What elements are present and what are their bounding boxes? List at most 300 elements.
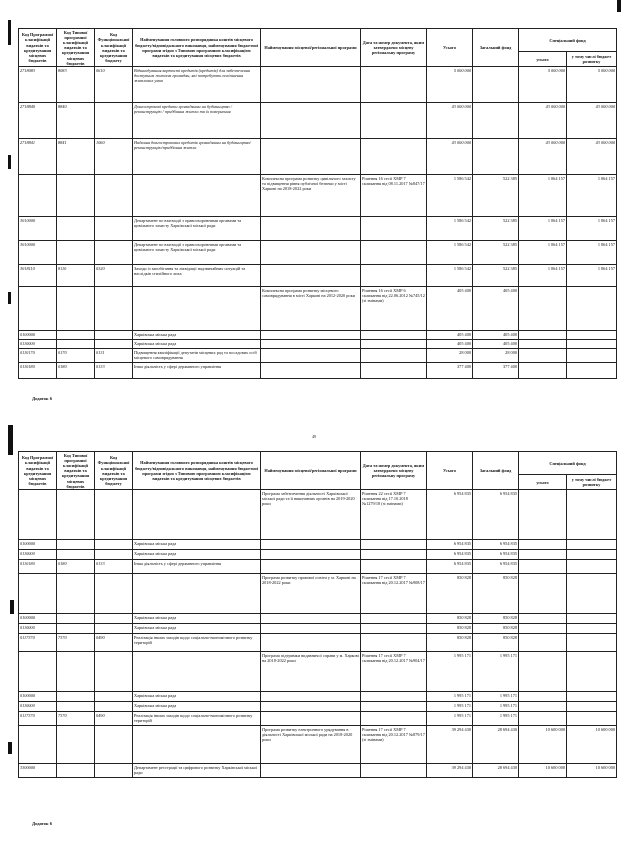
cell-program-name (261, 692, 361, 702)
cell-document-date (361, 692, 427, 702)
appendix-note: Додаток 6 (32, 821, 52, 826)
cell-general-fund: 405 400 (473, 331, 519, 340)
cell-special-total (519, 540, 567, 550)
cell-document-date (361, 217, 427, 241)
cell-document-date: Рішення 17 сесії ХМР 7 скликання від 20.12.2017 №908/17 (361, 574, 427, 614)
cell-manager-name: Підвищення кваліфікації депутатів місцевих рад та посадових осіб місцевого самоврядування (133, 349, 261, 363)
cell-manager-name: Харківська міська рада (133, 550, 261, 560)
cell-total: 850 828 (427, 624, 473, 634)
header-functional-code: Код Функціональної класифікації видатків та кредитування бюджету (95, 29, 133, 67)
header-general-fund: Загальний фонд (473, 452, 519, 490)
cell-manager-name: Надання довгострокових кредитів громадянам на будівництво/реконструкцію/придбання житла (133, 139, 261, 175)
document-page-2 (18, 451, 616, 826)
cell-functional-code: 0490 (95, 712, 133, 726)
cell-special-total: 1 064 157 (519, 217, 567, 241)
cell-typical-code (57, 652, 95, 692)
cell-special-total (519, 692, 567, 702)
cell-general-fund: 522 385 (473, 217, 519, 241)
cell-special-total (519, 652, 567, 692)
cell-total: 1 586 542 (427, 175, 473, 217)
cell-special-development: 1 064 157 (567, 241, 617, 265)
cell-document-date (361, 712, 427, 726)
cell-typical-code (57, 614, 95, 624)
header-program-name: Найменування місцевої/регіональної програми (261, 29, 361, 67)
cell-program-code (19, 726, 57, 764)
header-special-fund: Спеціальний фонд (519, 452, 617, 475)
cell-program-name (261, 550, 361, 560)
cell-typical-code (57, 692, 95, 702)
cell-total: 43 000 000 (427, 103, 473, 139)
cell-manager-name: Департамент по взаємодії з правоохоронними органами та цивільного захисту Харківської міської ради (133, 217, 261, 241)
header-manager-name: Найменування головного розпорядника коштів місцевого бюджету/відповідального виконавця, найменування бюджетної програми згідно з Типовою програмною класифікацією видатків та кредитування місцевих бюджетів (133, 452, 261, 490)
cell-functional-code (95, 490, 133, 540)
cell-program-code (19, 287, 57, 331)
cell-typical-code (57, 574, 95, 614)
cell-document-date: Рішення 16 сесії ХМР 6 скликання від 22.06.2012 №745/12 (зі змінами) (361, 287, 427, 331)
cell-functional-code: 1060 (95, 139, 133, 175)
cell-special-development (567, 652, 617, 692)
header-program-name: Найменування місцевої/регіональної програми (261, 452, 361, 490)
cell-total: 850 828 (427, 634, 473, 652)
cell-total: 1 586 542 (427, 265, 473, 287)
cell-program-name (261, 340, 361, 349)
header-functional-code: Код Функціональної класифікації видатків та кредитування бюджету (95, 452, 133, 490)
scan-bar-left-top (8, 20, 11, 45)
cell-document-date (361, 241, 427, 265)
cell-functional-code: 0490 (95, 634, 133, 652)
cell-special-development: 1 064 157 (567, 175, 617, 217)
cell-general-fund: 850 828 (473, 624, 519, 634)
cell-program-code: 0117370 (19, 634, 57, 652)
cell-manager-name: Інша діяльність у сфері державного управління (133, 363, 261, 379)
scan-bar-left-p2b (10, 600, 14, 614)
cell-manager-name: Харківська міська рада (133, 614, 261, 624)
table-row (19, 712, 617, 726)
cell-general-fund: 850 828 (473, 614, 519, 624)
cell-typical-code (57, 241, 95, 265)
cell-total: 28 000 (427, 349, 473, 363)
cell-typical-code: 0180 (57, 560, 95, 574)
scan-bar-left-mid (8, 155, 11, 169)
cell-total: 6 954 835 (427, 550, 473, 560)
cell-program-code: 0100000 (19, 331, 57, 340)
cell-total: 1 995 171 (427, 692, 473, 702)
cell-program-code: 3010000 (19, 241, 57, 265)
cell-program-code: 0117370 (19, 712, 57, 726)
cell-typical-code (57, 624, 95, 634)
table-row (19, 702, 617, 712)
cell-functional-code (95, 550, 133, 560)
cell-typical-code (57, 287, 95, 331)
cell-document-date (361, 340, 427, 349)
cell-general-fund (473, 103, 519, 139)
cell-document-date (361, 103, 427, 139)
cell-document-date (361, 540, 427, 550)
scan-bar-right-top (617, 0, 621, 12)
cell-functional-code (95, 103, 133, 139)
cell-program-name (261, 217, 361, 241)
cell-general-fund: 405 400 (473, 287, 519, 331)
cell-special-development: 43 000 000 (567, 103, 617, 139)
cell-program-code: 0110000 (19, 624, 57, 634)
cell-program-name (261, 67, 361, 103)
table-row (19, 692, 617, 702)
table-row (19, 726, 617, 764)
cell-functional-code (95, 702, 133, 712)
table-row (19, 574, 617, 614)
cell-program-code: 2718840 (19, 103, 57, 139)
cell-program-code: 0110000 (19, 550, 57, 560)
cell-manager-name (133, 287, 261, 331)
cell-total: 405 400 (427, 340, 473, 349)
table-row (19, 614, 617, 624)
header-special-fund: Спеціальний фонд (519, 29, 617, 52)
table-row (19, 634, 617, 652)
header-document-date: Дата та номер документа, яким затверджено місцеву регіональну програму (361, 29, 427, 67)
cell-special-total (519, 702, 567, 712)
cell-special-development (567, 331, 617, 340)
cell-document-date (361, 331, 427, 340)
header-typical-code: Код Типової програмної класифікації видатків та кредитування місцевих бюджетів (57, 452, 95, 490)
cell-functional-code: 0320 (95, 265, 133, 287)
cell-total: 43 000 000 (427, 139, 473, 175)
cell-total: 405 400 (427, 287, 473, 331)
cell-total: 377 400 (427, 363, 473, 379)
cell-program-name (261, 712, 361, 726)
cell-special-development (567, 712, 617, 726)
cell-program-code (19, 574, 57, 614)
header-program-code: Код Програмної класифікації видатків та кредитування місцевих бюджетів (19, 29, 57, 67)
header-special-total: усього (519, 475, 567, 490)
cell-general-fund: 6 954 835 (473, 490, 519, 540)
scan-bar-left-p2a (8, 425, 13, 455)
cell-special-development (567, 340, 617, 349)
cell-typical-code (57, 550, 95, 560)
cell-document-date: Рішення 17 сесії ХМР 7 скликання від 20.12.2017 №904/17 (361, 652, 427, 692)
cell-program-code: 2718841 (19, 139, 57, 175)
cell-program-code: 3018110 (19, 265, 57, 287)
cell-special-development (567, 540, 617, 550)
cell-functional-code (95, 287, 133, 331)
table-row (19, 340, 617, 349)
cell-special-total: 10 600 000 (519, 764, 567, 778)
cell-general-fund: 6 954 835 (473, 560, 519, 574)
cell-document-date (361, 634, 427, 652)
cell-special-total (519, 363, 567, 379)
cell-document-date (361, 624, 427, 634)
cell-program-code (19, 490, 57, 540)
cell-special-total: 5 000 000 (519, 67, 567, 103)
cell-manager-name: Інша діяльність у сфері державного управління (133, 560, 261, 574)
cell-manager-name: Департамент по взаємодії з правоохоронними органами та цивільного захисту Харківської міської ради (133, 241, 261, 265)
cell-typical-code: 8841 (57, 139, 95, 175)
cell-document-date (361, 550, 427, 560)
cell-general-fund: 850 828 (473, 574, 519, 614)
cell-functional-code (95, 340, 133, 349)
cell-manager-name (133, 652, 261, 692)
cell-total: 39 294 430 (427, 726, 473, 764)
cell-functional-code (95, 624, 133, 634)
cell-special-total (519, 634, 567, 652)
cell-typical-code: 7370 (57, 712, 95, 726)
cell-special-development (567, 574, 617, 614)
cell-typical-code: 7370 (57, 634, 95, 652)
header-manager-name: Найменування головного розпорядника коштів місцевого бюджету/відповідального виконавця, найменування бюджетної програми згідно з Типовою програмною класифікацією видатків та кредитування місцевих бюджетів (133, 29, 261, 67)
cell-program-name (261, 614, 361, 624)
cell-special-development (567, 363, 617, 379)
cell-typical-code: 0170 (57, 349, 95, 363)
cell-special-development (567, 490, 617, 540)
table-row (19, 652, 617, 692)
cell-document-date (361, 702, 427, 712)
cell-program-name: Програма розвитку електронного урядування в діяльності Харківської міської ради на 2018-2020 роки (261, 726, 361, 764)
header-special-development: у тому числі бюджет розвитку (567, 52, 617, 67)
cell-total: 405 400 (427, 331, 473, 340)
cell-manager-name: Заходи із запобігання та ліквідації надзвичайних ситуацій та наслідків стихійного лиха (133, 265, 261, 287)
cell-program-name (261, 265, 361, 287)
cell-functional-code (95, 217, 133, 241)
cell-special-total: 1 064 157 (519, 265, 567, 287)
cell-special-total (519, 490, 567, 540)
table-row (19, 103, 617, 139)
cell-functional-code: 0133 (95, 363, 133, 379)
header-program-code: Код Програмної класифікації видатків та кредитування місцевих бюджетів (19, 452, 57, 490)
cell-manager-name: Харківська міська рада (133, 624, 261, 634)
cell-general-fund: 1 995 171 (473, 702, 519, 712)
cell-document-date (361, 614, 427, 624)
cell-program-code (19, 652, 57, 692)
cell-special-total (519, 574, 567, 614)
cell-document-date (361, 139, 427, 175)
table-row (19, 175, 617, 217)
cell-special-development: 5 000 000 (567, 67, 617, 103)
cell-functional-code (95, 652, 133, 692)
header-general-fund: Загальний фонд (473, 29, 519, 67)
cell-special-development (567, 614, 617, 624)
cell-program-name (261, 764, 361, 778)
cell-document-date: Рішення 22 сесії ХМР 7 скликання від 17.10.2018 №1279/18 (зі змінами) (361, 490, 427, 540)
cell-typical-code (57, 540, 95, 550)
cell-special-total: 43 000 000 (519, 103, 567, 139)
table-row (19, 550, 617, 560)
cell-document-date (361, 764, 427, 778)
cell-manager-name (133, 726, 261, 764)
cell-program-code: 2718083 (19, 67, 57, 103)
cell-program-name: Програма розвитку правової освіти у м. Харкові на 2018-2022 роки (261, 574, 361, 614)
appendix-note: Додаток 6 (32, 396, 52, 401)
cell-typical-code: 8840 (57, 103, 95, 139)
cell-special-development (567, 634, 617, 652)
cell-functional-code (95, 331, 133, 340)
cell-special-total: 1 064 157 (519, 175, 567, 217)
table-row (19, 764, 617, 778)
table-row (19, 287, 617, 331)
document-page-1 (18, 28, 616, 401)
cell-document-date (361, 67, 427, 103)
cell-program-code: 0100000 (19, 540, 57, 550)
cell-program-name (261, 331, 361, 340)
cell-typical-code (57, 726, 95, 764)
cell-special-total: 1 064 157 (519, 241, 567, 265)
cell-program-name: Програма підтримки видавничої справи у м. Харкові на 2018-2022 роки (261, 652, 361, 692)
cell-special-total: 43 000 000 (519, 139, 567, 175)
cell-total: 1 586 542 (427, 241, 473, 265)
page-number: 49 (312, 434, 316, 439)
cell-program-name (261, 624, 361, 634)
cell-document-date: Рішення 16 сесії ХМР 7 скликання від 08.11.2017 №847/17 (361, 175, 427, 217)
cell-functional-code (95, 764, 133, 778)
cell-total: 850 828 (427, 614, 473, 624)
cell-program-code: 0110000 (19, 340, 57, 349)
cell-special-total (519, 349, 567, 363)
cell-general-fund: 522 385 (473, 265, 519, 287)
cell-special-total (519, 287, 567, 331)
cell-manager-name: Харківська міська рада (133, 692, 261, 702)
cell-total: 1 995 171 (427, 712, 473, 726)
cell-total: 1 995 171 (427, 702, 473, 712)
cell-typical-code: 0180 (57, 363, 95, 379)
cell-program-name (261, 139, 361, 175)
cell-general-fund: 522 385 (473, 175, 519, 217)
cell-manager-name: Харківська міська рада (133, 540, 261, 550)
scan-bar-left-p2c (8, 742, 12, 754)
header-special-development: у тому числі бюджет розвитку (567, 475, 617, 490)
table-row (19, 67, 617, 103)
cell-general-fund: 850 828 (473, 634, 519, 652)
cell-special-development (567, 624, 617, 634)
cell-general-fund: 6 954 835 (473, 540, 519, 550)
cell-typical-code (57, 490, 95, 540)
cell-special-total (519, 331, 567, 340)
cell-special-development (567, 560, 617, 574)
header-typical-code: Код Типової програмної класифікації видатків та кредитування місцевих бюджетів (57, 29, 95, 67)
cell-program-name (261, 702, 361, 712)
cell-typical-code: 8110 (57, 265, 95, 287)
cell-document-date (361, 265, 427, 287)
cell-general-fund: 1 995 171 (473, 692, 519, 702)
cell-general-fund (473, 139, 519, 175)
cell-manager-name (133, 490, 261, 540)
cell-functional-code (95, 574, 133, 614)
scan-bar-left-low (8, 292, 11, 304)
cell-special-development (567, 287, 617, 331)
table-row (19, 540, 617, 550)
cell-functional-code (95, 692, 133, 702)
cell-manager-name: Харківська міська рада (133, 331, 261, 340)
table-row (19, 217, 617, 241)
cell-document-date (361, 560, 427, 574)
cell-program-name (261, 349, 361, 363)
cell-program-code: 3300000 (19, 764, 57, 778)
cell-program-name: Комплексна програма розвитку цивільного захисту та підвищення рівня публічної безпеки у місті Харкові на 2018-2022 роки (261, 175, 361, 217)
cell-functional-code (95, 726, 133, 764)
table-row (19, 560, 617, 574)
cell-program-name (261, 560, 361, 574)
cell-special-total (519, 340, 567, 349)
cell-functional-code (95, 614, 133, 624)
cell-program-code: 3010000 (19, 217, 57, 241)
cell-general-fund: 1 995 171 (473, 712, 519, 726)
cell-typical-code (57, 702, 95, 712)
cell-manager-name: Реалізація інших заходів щодо соціально-економічного розвитку територій (133, 712, 261, 726)
cell-typical-code (57, 764, 95, 778)
cell-special-development (567, 702, 617, 712)
cell-program-name (261, 634, 361, 652)
cell-program-name (261, 363, 361, 379)
cell-document-date (361, 363, 427, 379)
cell-special-total (519, 614, 567, 624)
cell-total: 1 995 171 (427, 652, 473, 692)
cell-special-total (519, 560, 567, 574)
cell-program-name (261, 241, 361, 265)
cell-program-code (19, 175, 57, 217)
table-row (19, 363, 617, 379)
header-document-date: Дата та номер документа, яким затверджено місцеву регіональну програму (361, 452, 427, 490)
budget-table-page-1 (18, 28, 617, 379)
cell-total: 6 954 835 (427, 490, 473, 540)
cell-functional-code: 0133 (95, 560, 133, 574)
cell-special-development: 10 600 000 (567, 726, 617, 764)
cell-special-development: 43 000 000 (567, 139, 617, 175)
cell-typical-code (57, 331, 95, 340)
cell-program-name: Програма забезпечення діяльності Харківської міської ради та її виконавчих органів на 2019-2020 роки (261, 490, 361, 540)
table-row (19, 241, 617, 265)
cell-program-name: Комплексна програма розвитку місцевого самоврядування в місті Харкові на 2012-2020 роки (261, 287, 361, 331)
cell-functional-code: 0610 (95, 67, 133, 103)
cell-typical-code: 8083 (57, 67, 95, 103)
cell-typical-code (57, 340, 95, 349)
cell-program-name (261, 540, 361, 550)
cell-manager-name (133, 574, 261, 614)
cell-general-fund: 522 385 (473, 241, 519, 265)
cell-program-code: 0110000 (19, 702, 57, 712)
header-total: Усього (427, 452, 473, 490)
header-total: Усього (427, 29, 473, 67)
cell-manager-name (133, 175, 261, 217)
cell-program-name (261, 103, 361, 139)
cell-manager-name: Відшкодування вартості кредитів (кредитів) для забезпечення доступним житлом громадян, які потребують поліпшення житлових умов (133, 67, 261, 103)
cell-manager-name: Реалізація інших заходів щодо соціально-економічного розвитку територій (133, 634, 261, 652)
cell-manager-name: Департамент реєстрації та цифрового розвитку Харківської міської ради (133, 764, 261, 778)
budget-table-page-2 (18, 451, 617, 778)
table-row (19, 331, 617, 340)
table-row (19, 490, 617, 540)
cell-functional-code (95, 540, 133, 550)
cell-special-total (519, 624, 567, 634)
cell-document-date (361, 349, 427, 363)
cell-document-date: Рішення 17 сесії ХМР 7 скликання від 20.12.2017 №879/17 (зі змінами) (361, 726, 427, 764)
cell-general-fund: 28 000 (473, 349, 519, 363)
table-row (19, 624, 617, 634)
cell-special-development: 1 064 157 (567, 265, 617, 287)
cell-functional-code (95, 241, 133, 265)
cell-program-code: 0100000 (19, 692, 57, 702)
cell-typical-code (57, 175, 95, 217)
cell-general-fund: 1 995 171 (473, 652, 519, 692)
cell-program-code: 0110180 (19, 560, 57, 574)
cell-special-development: 10 600 000 (567, 764, 617, 778)
cell-special-development: 1 064 157 (567, 217, 617, 241)
cell-program-code: 0100000 (19, 614, 57, 624)
cell-general-fund: 405 400 (473, 340, 519, 349)
cell-general-fund: 6 954 835 (473, 550, 519, 560)
header-special-total: усього (519, 52, 567, 67)
cell-functional-code (95, 175, 133, 217)
cell-manager-name: Харківська міська рада (133, 702, 261, 712)
table-row (19, 265, 617, 287)
cell-manager-name: Довгострокові кредити громадянам на будівництво / реконструкцію / придбання житла та їх повернення (133, 103, 261, 139)
cell-functional-code: 0131 (95, 349, 133, 363)
